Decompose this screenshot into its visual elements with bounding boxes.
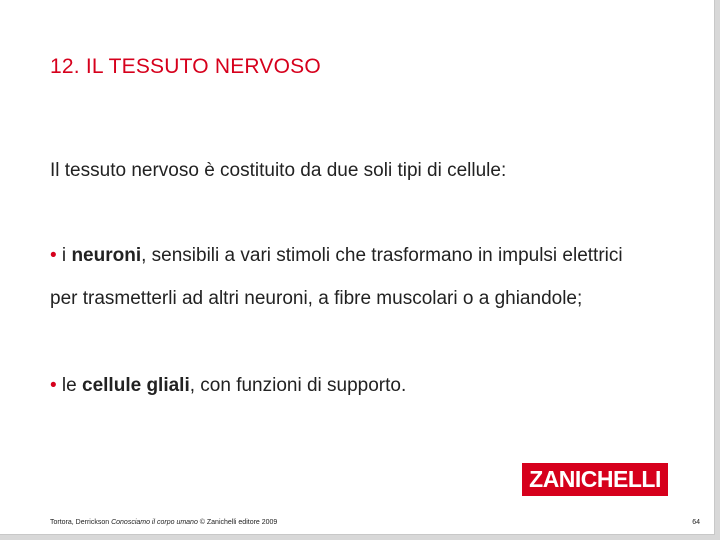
slide-title: 12. IL TESSUTO NERVOSO: [50, 55, 321, 78]
footer-book-title: Conosciamo il corpo umano: [111, 519, 198, 526]
bullet-text-pre: le: [56, 375, 83, 396]
bullet-neuroni: [50, 234, 650, 320]
footer-credits: [50, 519, 277, 526]
bullet-cellule-gliali: [50, 364, 650, 407]
bullet-term: cellule gliali: [82, 375, 190, 396]
bullet-marker: •: [50, 245, 57, 266]
footer-authors: Tortora, Derrickson: [50, 519, 112, 526]
bullet-text-pre: i: [56, 245, 72, 266]
bullet-marker: •: [50, 375, 57, 396]
bullet-text-post: , sensibili a vari stimoli che trasformano in impulsi elettrici per trasmetterli ad altri neuroni, a fibre muscolari o a ghiandole;: [50, 245, 623, 309]
footer-publisher: © Zanichelli editore 2009: [197, 519, 278, 526]
bullet-term: neuroni: [71, 245, 142, 266]
intro-text: Il tessuto nervoso è costituito da due soli tipi di cellule:: [50, 160, 507, 181]
bullet-text-post: , con funzioni di supporto.: [189, 375, 407, 396]
zanichelli-logo: ZANICHELLI: [522, 463, 668, 496]
page-number: 64: [692, 519, 700, 526]
